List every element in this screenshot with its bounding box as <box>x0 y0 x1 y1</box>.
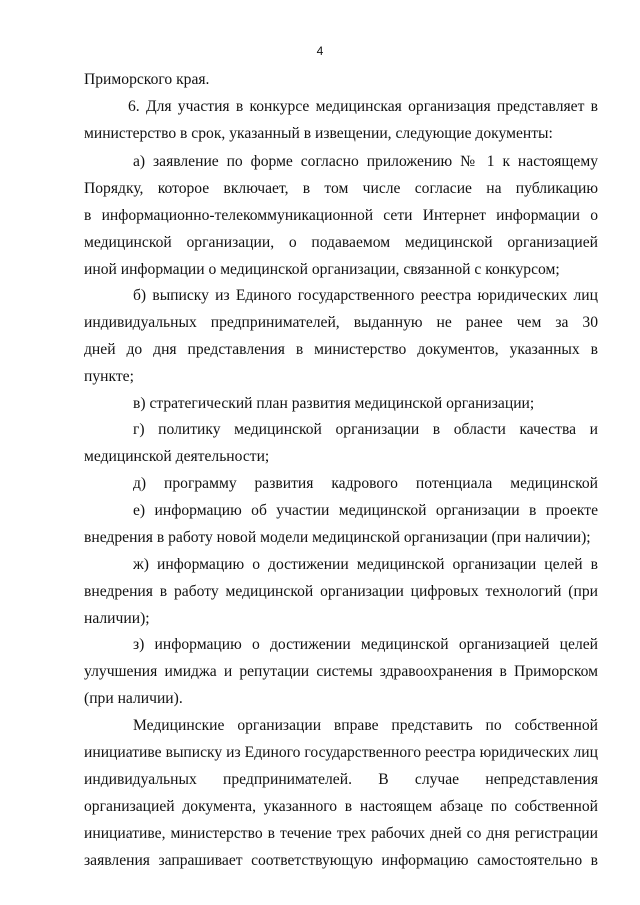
text-line: (при наличии). <box>84 690 183 707</box>
text-line: Медицинские организации вправе представить по собственной <box>133 717 598 734</box>
text-line: иной информации о медицинской организации, связанной с конкурсом; <box>84 261 560 278</box>
text-line: министерство в срок, указанный в извещении, следующие документы: <box>84 125 553 142</box>
text-line: инициативе, министерство в течение трех рабочих дней со дня регистрации <box>84 825 598 842</box>
text-line: индивидуальных предпринимателей, выданную не ранее чем за 30 <box>84 314 598 331</box>
page-number: 4 <box>316 44 324 58</box>
text-line: б) выписку из Единого государственного реестра юридических лиц <box>133 287 598 304</box>
text-line: в информационно-телекоммуникационной сети Интернет информации о <box>84 207 598 224</box>
text-line: наличии); <box>84 610 150 627</box>
text-line: е) информацию об участии медицинской организации в проекте <box>133 502 598 519</box>
text-line: заявления запрашивает соответствующую информацию самостоятельно в <box>84 852 598 869</box>
text-line: медицинской организации, о подаваемом медицинской организацией <box>84 234 598 251</box>
text-line: организацией документа, указанного в настоящем абзаце по собственной <box>84 798 598 815</box>
text-line: внедрения в работу медицинской организации цифровых технологий (при <box>84 583 598 600</box>
text-line: пункте; <box>84 368 134 385</box>
text-line: з) информацию о достижении медицинской организацией целей <box>133 636 598 653</box>
text-line: а) заявление по форме согласно приложению № 1 к настоящему <box>133 153 598 170</box>
text-line: дней до дня представления в министерство документов, указанных в <box>84 341 598 358</box>
text-line: медицинской деятельности; <box>84 448 270 465</box>
text-line: ж) информацию о достижении медицинской организации целей в <box>133 556 598 573</box>
text-line: инициативе выписку из Единого государственного реестра юридических лиц <box>84 744 598 761</box>
text-line: внедрения в работу новой модели медицинской организации (при наличии); <box>84 529 591 546</box>
text-line: 6. Для участия в конкурсе медицинская организация представляет в <box>128 98 598 115</box>
text-line: улучшения имиджа и репутации системы здравоохранения в Приморском <box>84 663 598 680</box>
text-line: г) политику медицинской организации в области качества и <box>133 421 598 438</box>
text-line: индивидуальных предпринимателей. В случае непредставления <box>84 771 598 788</box>
text-line: Приморского края. <box>84 71 210 88</box>
text-line: д) программу развития кадрового потенциала медицинской <box>133 475 598 492</box>
text-line: в) стратегический план развития медицинской организации; <box>133 395 535 412</box>
text-line: Порядку, которое включает, в том числе согласие на публикацию <box>84 180 598 197</box>
